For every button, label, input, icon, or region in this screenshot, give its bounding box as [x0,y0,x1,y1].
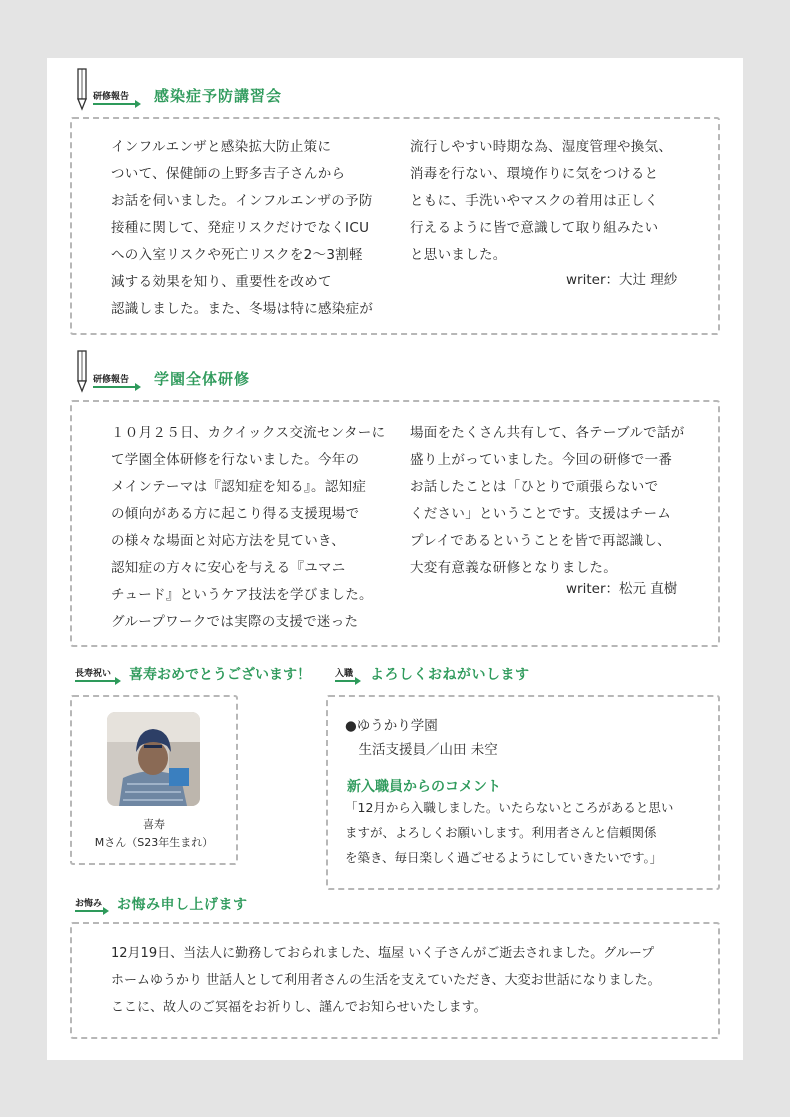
text-line: 接種に関して、発症リスクだけでなくICU [111,220,370,236]
body-left-column [111,134,373,323]
text-line: 盛り上がっていました。今回の研修で一番 [410,452,673,468]
section-title: よろしくおねがいします [370,667,530,683]
tag-underline [93,103,139,105]
new-staff-intro [345,714,498,762]
section-title: 学園全体研修 [154,370,251,388]
text-line: 12月19日、当法人に勤務しておられました、塩屋 いく子さんがご逝去されました。グループ [111,946,655,961]
section-tag: 長寿祝い [75,669,112,679]
comment-line: 「12月から入職しました。いたらないところがあると思い [345,800,674,815]
text-line: への入室リスクや死亡リスクを2〜3割軽 [111,247,363,263]
tag-underline [93,386,139,388]
text-line: 場面をたくさん共有して、各テーブルで話が [410,425,685,441]
section-title: 喜寿おめでとうございます！ [129,667,311,683]
pencil-icon [75,349,89,393]
text-line: プレイであるということを皆で再認識し、 [410,533,671,549]
section-title: 感染症予防講習会 [154,87,283,105]
condolence-text [111,940,661,1021]
elderly-person-photo [107,712,200,806]
writer-credit: writer：大辻 理紗 [566,272,678,288]
text-line: の傾向がある方に起こり得る支援現場で [111,506,360,522]
staff-name: 生活支援員／山田 未空 [345,742,498,758]
writer-credit: writer：松元 直樹 [566,581,678,597]
text-line: ここに、故人のご冥福をお祈りし、謹んでお知らせいたします。 [111,1000,487,1015]
text-line: と思いました。 [410,247,507,263]
section-title: お悔み申し上げます [117,897,248,913]
photo-caption-title: 喜寿 [143,818,165,831]
text-line: 行えるように皆で意識して取り組みたい [410,220,659,236]
comment-line: を築き、毎日楽しく過ごせるようにしていきたいです。」 [345,850,663,865]
text-line: チュード』というケア技法を学びました。 [111,587,373,603]
body-right-column [410,420,685,582]
newsletter-page [47,58,743,1060]
body-right-column [410,134,672,269]
tag-underline [335,680,359,682]
pencil-icon [75,67,89,111]
comment-line: ますが、よろしくお願いします。利用者さんと信頼関係 [345,825,657,840]
body-left-column [111,420,385,636]
text-line: ホームゆうかり 世話人として利用者さんの生活を支えていただき、大変お世話になりました。 [111,973,661,988]
text-line: インフルエンザと感染拡大防止策に [111,139,332,155]
section-tag: 研修報告 [93,92,130,102]
text-line: お話したことは「ひとりで頑張らないで [410,479,659,495]
tag-underline [75,680,119,682]
section-tag: 研修報告 [93,375,130,385]
text-line: て学園全体研修を行ないました。今年の [111,452,360,468]
text-line: ともに、手洗いやマスクの着用は正しく [410,193,659,209]
text-line: １０月２５日、カクイックス交流センターに [111,425,386,441]
text-line: お話を伺いました。インフルエンザの予防 [111,193,373,209]
text-line: の様々な場面と対応方法を見ていき、 [111,533,346,549]
text-line: ください」ということです。支援はチーム [410,506,672,522]
text-line: 大変有意義な研修となりました。 [410,560,617,576]
section-tag: 入職 [335,669,354,679]
tag-underline [75,910,107,912]
text-line: 認知症の方々に安心を与える『ユマニ [111,560,346,576]
text-line: ついて、保健師の上野多吉子さんから [111,166,346,182]
facility-name: ●ゆうかり学園 [345,718,438,734]
text-line: 消毒を行ない、環境作りに気をつけると [410,166,659,182]
text-line: 流行しやすい時期な為、湿度管理や換気、 [410,139,673,155]
photo-caption-name: Mさん（S23年生まれ） [94,836,214,849]
text-line: グループワークでは実際の支援で迷った [111,614,359,630]
text-line: 認識しました。また、冬場は特に感染症が [111,301,374,317]
text-line: 減する効果を知り、重要性を改めて [111,274,332,290]
section-tag: お悔み [75,899,103,909]
new-staff-comment [345,795,673,870]
text-line: メインテーマは『認知症を知る』。認知症 [111,479,367,495]
comment-heading: 新入職員からのコメント [347,779,501,795]
